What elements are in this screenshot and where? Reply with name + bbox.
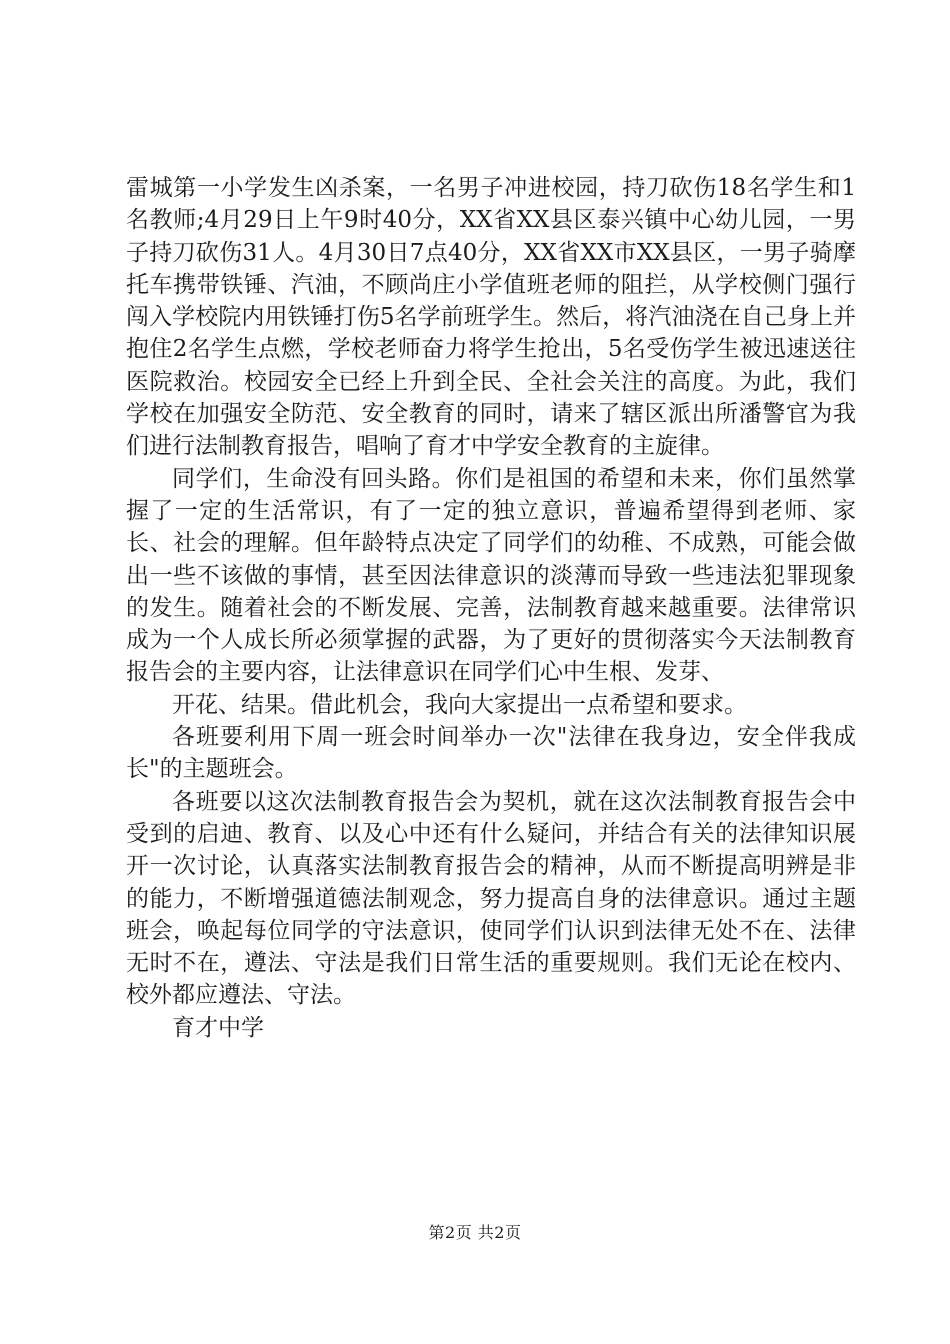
paragraph-request-intro: 开花、结果。借此机会，我向大家提出一点希望和要求。 (172, 691, 747, 718)
signature-school-name: 育才中学 (172, 1014, 264, 1041)
paragraph-address-students: 同学们，生命没有回头路。你们是祖国的希望和未来，你们虽然掌握了一定的生活常识，有了一定的独立意识，普遍希望得到老师、家长、社会的理解。但年龄特点决定了同学们的幼稚、不成熟，可能会做出一些不该做的事情，甚至因法律意识的淡薄而导致一些违法犯罪现象的发生。随着社会的不断发展、完善，法制教育越来越重要。法律常识成为一个人成长所必须掌握的武器，为了更好的贯彻落实今天法制教育报告会的主要内容，让法律意识在同学们心中生根、发芽、 (126, 465, 856, 686)
document-body (126, 172, 856, 1044)
paragraph-incident-report: 雷城第一小学发生凶杀案，一名男子冲进校园，持刀砍伤18名学生和1名教师;4月29日上午9时40分，XX省XX县区泰兴镇中心幼儿园，一男子持刀砍伤31人。4月30日7点40分，XX省XX市XX县区，一男子骑摩托车携带铁锤、汽油，不顾尚庄小学值班老师的阻拦，从学校侧门强行闯入学校院内用铁锤打伤5名学前班学生。然后，将汽油浇在自己身上并抱住2名学生点燃，学校老师奋力将学生抢出，5名受伤学生被迅速送往医院救治。校园安全已经上升到全民、全社会关注的高度。为此，我们学校在加强安全防范、安全教育的同时，请来了辖区派出所潘警官为我们进行法制教育报告，唱响了育才中学安全教育的主旋律。 (126, 175, 856, 460)
page-number-footer: 第2页 共2页 (428, 1223, 522, 1242)
paragraph-discussion: 各班要以这次法制教育报告会为契机，就在这次法制教育报告会中受到的启迪、教育、以及心中还有什么疑问，并结合有关的法律知识展开一次讨论，认真落实法制教育报告会的精神，从而不断提高明辨是非的能力，不断增强道德法制观念，努力提高自身的法律意识。通过主题班会，唤起每位同学的守法意识，使同学们认识到法律无处不在、法律无时不在，遵法、守法是我们日常生活的重要规则。我们无论在校内、校外都应遵法、守法。 (126, 788, 856, 1009)
paragraph-class-meeting: 各班要利用下周一班会时间举办一次"法律在我身边，安全伴我成长"的主题班会。 (126, 724, 856, 783)
